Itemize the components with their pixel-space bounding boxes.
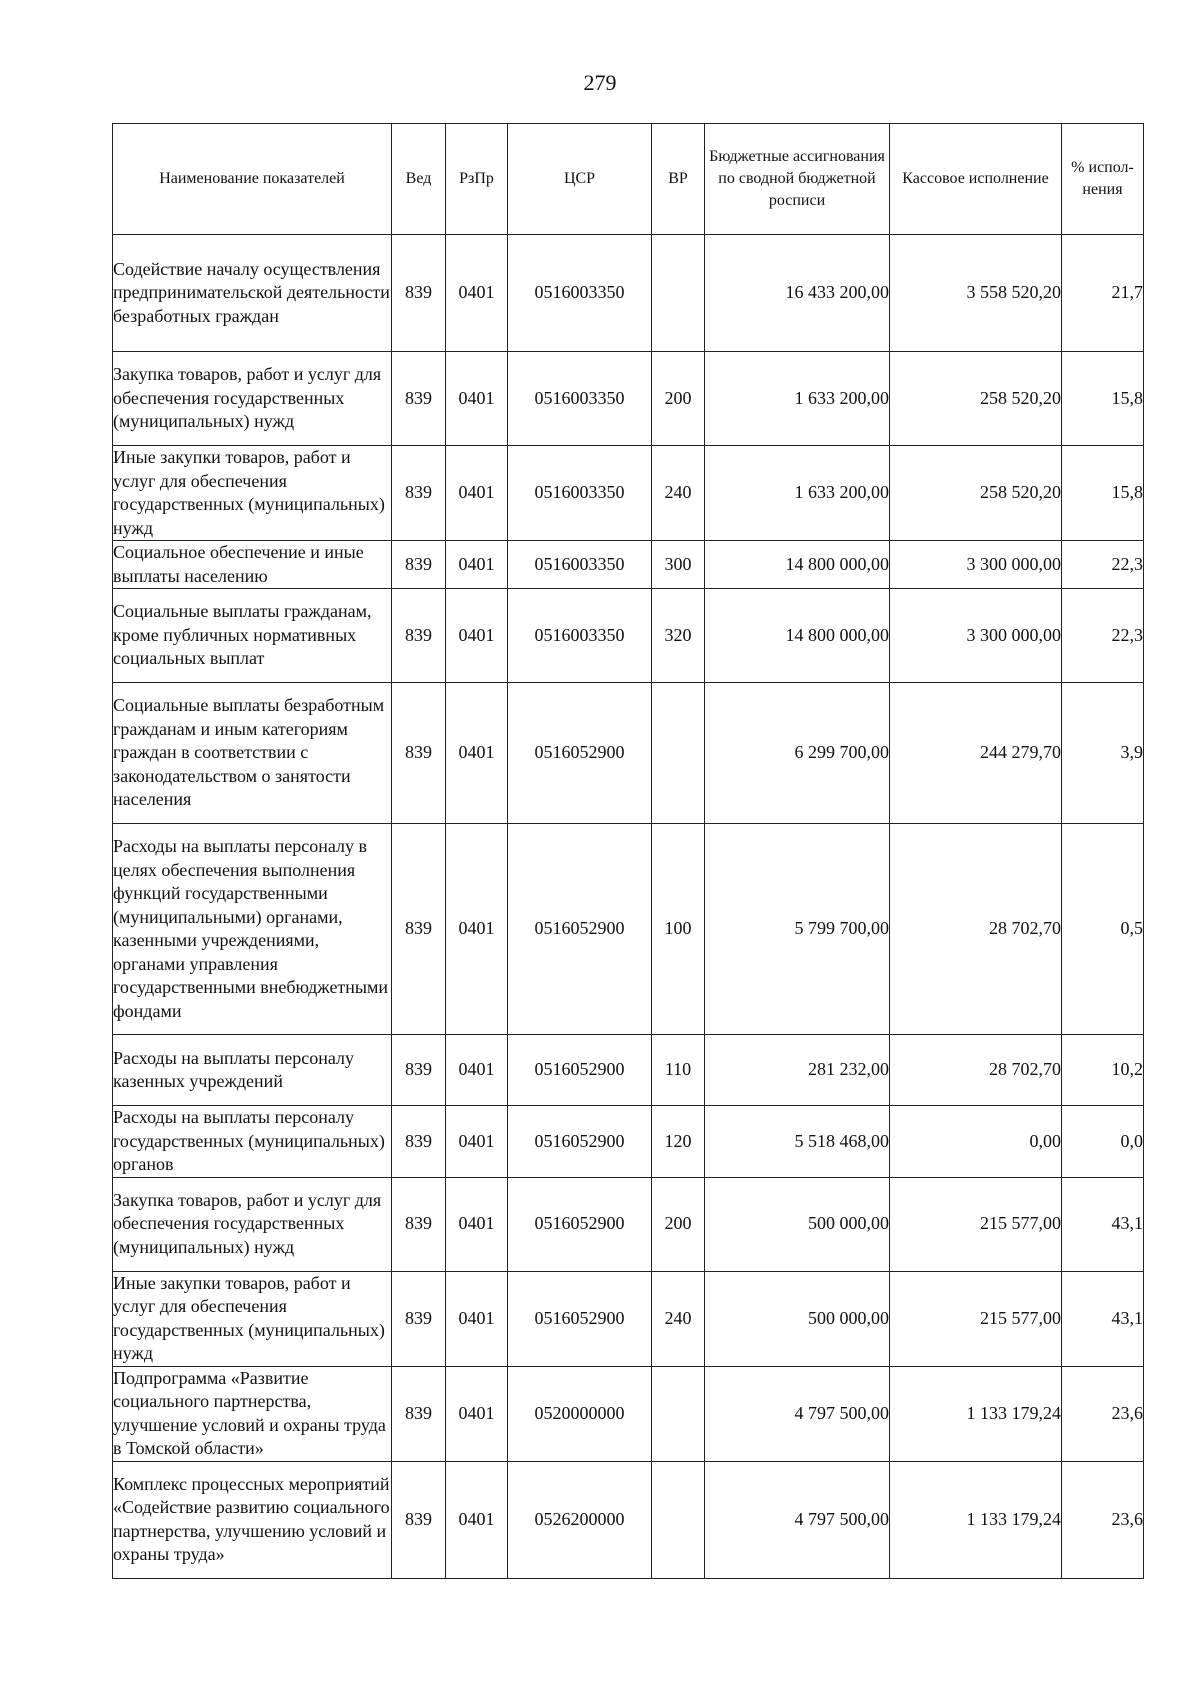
cell-execution: 3 558 520,20 xyxy=(890,235,1062,352)
cell-percent: 0,5 xyxy=(1062,824,1144,1035)
cell-rzpr: 0401 xyxy=(446,1271,508,1366)
cell-vr: 200 xyxy=(652,1177,705,1271)
cell-vr: 100 xyxy=(652,824,705,1035)
header-execution: Кассовое исполнение xyxy=(890,124,1062,235)
table-row xyxy=(113,352,1144,446)
cell-name: Социальное обеспечение и иные выплаты населению xyxy=(113,541,392,589)
cell-allocations: 500 000,00 xyxy=(705,1271,890,1366)
cell-vr xyxy=(652,683,705,824)
cell-allocations: 1 633 200,00 xyxy=(705,352,890,446)
cell-name: Подпрограмма «Развитие социального партнерства, улучшение условий и охраны труда в Томской области» xyxy=(113,1366,392,1461)
table-row xyxy=(113,589,1144,683)
header-name: Наименование показателей xyxy=(113,124,392,235)
cell-name: Расходы на выплаты персоналу в целях обеспечения выполнения функций государственными (муниципальными) органами, казенными учреждениями, органами управления государственными внебюджетными фондами xyxy=(113,824,392,1035)
cell-percent: 15,8 xyxy=(1062,352,1144,446)
cell-name: Расходы на выплаты персоналу казенных учреждений xyxy=(113,1035,392,1106)
budget-execution-table xyxy=(112,123,1144,1579)
cell-csr: 0516052900 xyxy=(508,1177,652,1271)
header-percent: % испол-нения xyxy=(1062,124,1144,235)
table-row xyxy=(113,824,1144,1035)
cell-allocations: 1 633 200,00 xyxy=(705,446,890,541)
cell-allocations: 5 518 468,00 xyxy=(705,1106,890,1178)
cell-csr: 0516052900 xyxy=(508,683,652,824)
cell-execution: 3 300 000,00 xyxy=(890,589,1062,683)
cell-rzpr: 0401 xyxy=(446,1177,508,1271)
cell-vr: 320 xyxy=(652,589,705,683)
cell-ved: 839 xyxy=(392,1461,446,1578)
cell-ved: 839 xyxy=(392,1271,446,1366)
cell-ved: 839 xyxy=(392,589,446,683)
cell-percent: 3,9 xyxy=(1062,683,1144,824)
cell-vr xyxy=(652,1366,705,1461)
cell-csr: 0516003350 xyxy=(508,446,652,541)
cell-csr: 0516052900 xyxy=(508,1106,652,1178)
cell-csr: 0516003350 xyxy=(508,352,652,446)
cell-rzpr: 0401 xyxy=(446,589,508,683)
cell-ved: 839 xyxy=(392,1177,446,1271)
cell-allocations: 500 000,00 xyxy=(705,1177,890,1271)
cell-allocations: 5 799 700,00 xyxy=(705,824,890,1035)
cell-rzpr: 0401 xyxy=(446,446,508,541)
cell-csr: 0526200000 xyxy=(508,1461,652,1578)
cell-execution: 1 133 179,24 xyxy=(890,1461,1062,1578)
cell-allocations: 16 433 200,00 xyxy=(705,235,890,352)
cell-name: Закупка товаров, работ и услуг для обеспечения государственных (муниципальных) нужд xyxy=(113,352,392,446)
cell-name: Закупка товаров, работ и услуг для обеспечения государственных (муниципальных) нужд xyxy=(113,1177,392,1271)
cell-rzpr: 0401 xyxy=(446,235,508,352)
page-number: 279 xyxy=(583,70,617,95)
cell-execution: 258 520,20 xyxy=(890,446,1062,541)
header-vr: ВР xyxy=(652,124,705,235)
cell-name: Социальные выплаты безработным гражданам и иным категориям граждан в соответствии с законодательством о занятости населения xyxy=(113,683,392,824)
cell-rzpr: 0401 xyxy=(446,352,508,446)
table-row xyxy=(113,1035,1144,1106)
cell-execution: 244 279,70 xyxy=(890,683,1062,824)
cell-vr: 110 xyxy=(652,1035,705,1106)
cell-ved: 839 xyxy=(392,541,446,589)
header-ved: Вед xyxy=(392,124,446,235)
cell-rzpr: 0401 xyxy=(446,1035,508,1106)
header-allocations: Бюджетные ассигнования по сводной бюджетной росписи xyxy=(705,124,890,235)
cell-percent: 43,1 xyxy=(1062,1177,1144,1271)
table-row xyxy=(113,1106,1144,1178)
table-header-row xyxy=(113,124,1144,235)
cell-execution: 215 577,00 xyxy=(890,1177,1062,1271)
cell-percent: 21,7 xyxy=(1062,235,1144,352)
cell-ved: 839 xyxy=(392,1366,446,1461)
cell-rzpr: 0401 xyxy=(446,1461,508,1578)
cell-csr: 0516003350 xyxy=(508,589,652,683)
cell-ved: 839 xyxy=(392,446,446,541)
cell-rzpr: 0401 xyxy=(446,683,508,824)
header-rzpr: РзПр xyxy=(446,124,508,235)
cell-name: Содействие началу осуществления предпринимательской деятельности безработных граждан xyxy=(113,235,392,352)
cell-allocations: 14 800 000,00 xyxy=(705,589,890,683)
cell-rzpr: 0401 xyxy=(446,1366,508,1461)
table-row xyxy=(113,1461,1144,1578)
cell-percent: 22,3 xyxy=(1062,589,1144,683)
cell-allocations: 281 232,00 xyxy=(705,1035,890,1106)
table-row xyxy=(113,683,1144,824)
cell-percent: 10,2 xyxy=(1062,1035,1144,1106)
cell-execution: 28 702,70 xyxy=(890,1035,1062,1106)
cell-execution: 215 577,00 xyxy=(890,1271,1062,1366)
table-row xyxy=(113,1177,1144,1271)
table-row xyxy=(113,1271,1144,1366)
cell-allocations: 14 800 000,00 xyxy=(705,541,890,589)
cell-name: Комплекс процессных мероприятий «Содействие развитию социального партнерства, улучшению условий и охраны труда» xyxy=(113,1461,392,1578)
cell-vr: 200 xyxy=(652,352,705,446)
cell-rzpr: 0401 xyxy=(446,541,508,589)
table-row xyxy=(113,446,1144,541)
cell-ved: 839 xyxy=(392,1106,446,1178)
cell-execution: 0,00 xyxy=(890,1106,1062,1178)
cell-percent: 22,3 xyxy=(1062,541,1144,589)
cell-execution: 28 702,70 xyxy=(890,824,1062,1035)
header-csr: ЦСР xyxy=(508,124,652,235)
cell-percent: 23,6 xyxy=(1062,1461,1144,1578)
table-row xyxy=(113,1366,1144,1461)
cell-ved: 839 xyxy=(392,1035,446,1106)
cell-name: Социальные выплаты гражданам, кроме публичных нормативных социальных выплат xyxy=(113,589,392,683)
cell-percent: 23,6 xyxy=(1062,1366,1144,1461)
cell-csr: 0516052900 xyxy=(508,824,652,1035)
cell-vr: 240 xyxy=(652,446,705,541)
cell-allocations: 6 299 700,00 xyxy=(705,683,890,824)
cell-name: Иные закупки товаров, работ и услуг для обеспечения государственных (муниципальных) нужд xyxy=(113,446,392,541)
cell-vr xyxy=(652,235,705,352)
cell-csr: 0520000000 xyxy=(508,1366,652,1461)
table-row xyxy=(113,541,1144,589)
cell-execution: 258 520,20 xyxy=(890,352,1062,446)
cell-rzpr: 0401 xyxy=(446,824,508,1035)
cell-csr: 0516052900 xyxy=(508,1271,652,1366)
cell-percent: 43,1 xyxy=(1062,1271,1144,1366)
cell-vr xyxy=(652,1461,705,1578)
cell-name: Иные закупки товаров, работ и услуг для обеспечения государственных (муниципальных) нужд xyxy=(113,1271,392,1366)
cell-vr: 120 xyxy=(652,1106,705,1178)
cell-execution: 3 300 000,00 xyxy=(890,541,1062,589)
cell-allocations: 4 797 500,00 xyxy=(705,1461,890,1578)
cell-percent: 0,0 xyxy=(1062,1106,1144,1178)
cell-csr: 0516003350 xyxy=(508,541,652,589)
cell-ved: 839 xyxy=(392,824,446,1035)
cell-name: Расходы на выплаты персоналу государственных (муниципальных) органов xyxy=(113,1106,392,1178)
cell-vr: 240 xyxy=(652,1271,705,1366)
cell-ved: 839 xyxy=(392,352,446,446)
cell-percent: 15,8 xyxy=(1062,446,1144,541)
cell-vr: 300 xyxy=(652,541,705,589)
cell-ved: 839 xyxy=(392,235,446,352)
cell-ved: 839 xyxy=(392,683,446,824)
cell-csr: 0516003350 xyxy=(508,235,652,352)
cell-csr: 0516052900 xyxy=(508,1035,652,1106)
cell-execution: 1 133 179,24 xyxy=(890,1366,1062,1461)
cell-rzpr: 0401 xyxy=(446,1106,508,1178)
cell-allocations: 4 797 500,00 xyxy=(705,1366,890,1461)
table-row xyxy=(113,235,1144,352)
